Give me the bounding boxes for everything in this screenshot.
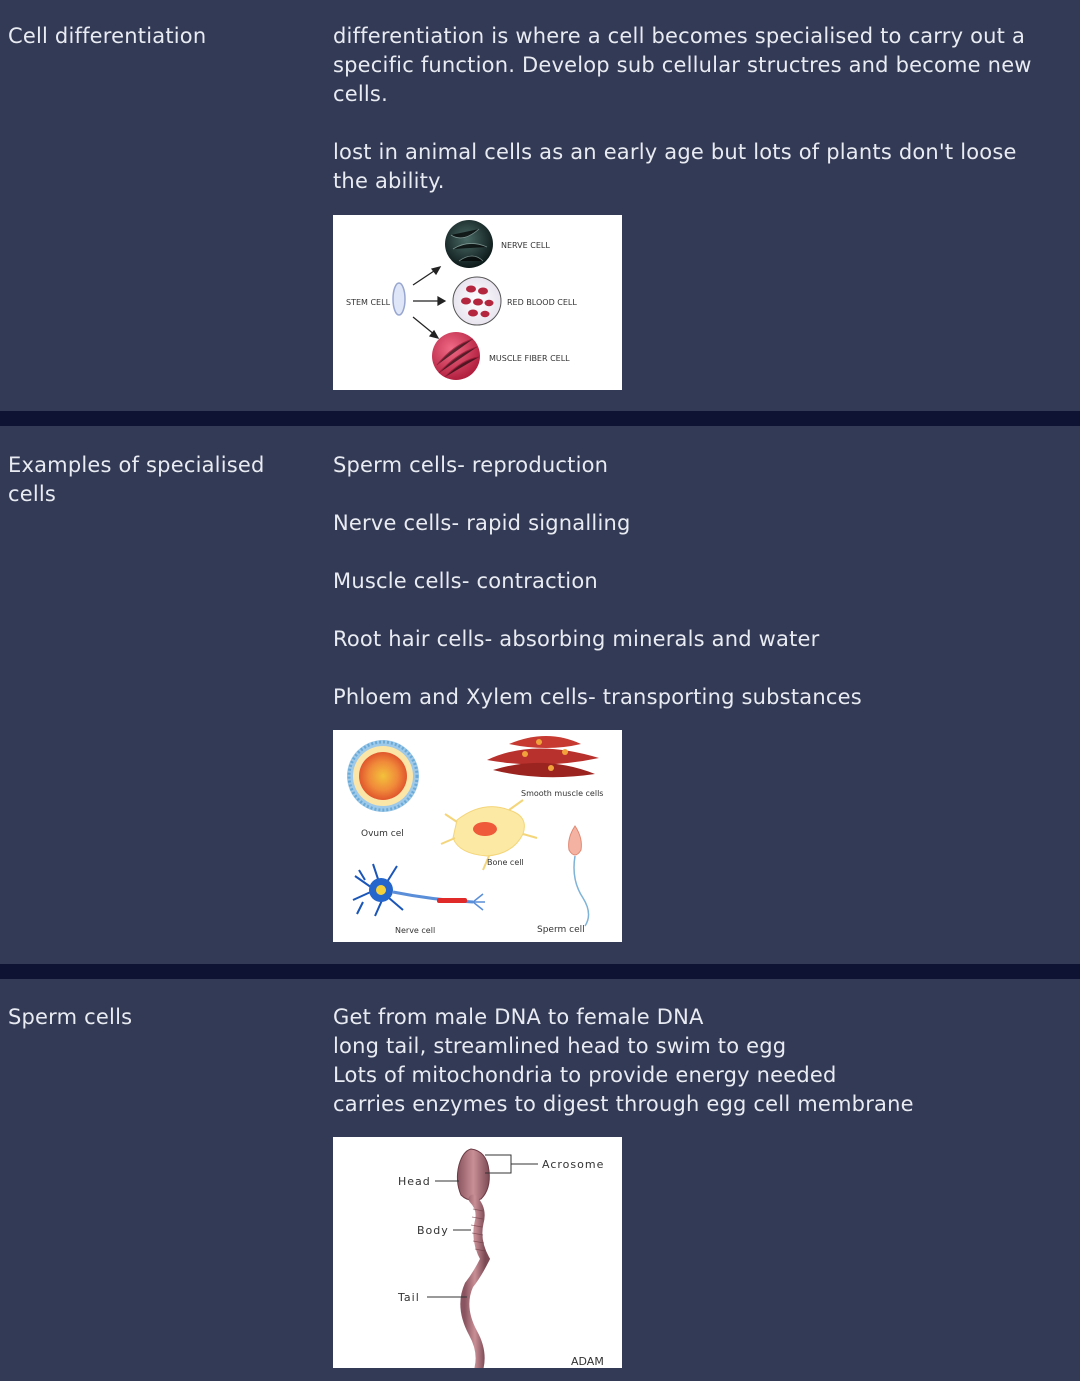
nerve-cell-icon (353, 864, 485, 916)
sperm-anatomy-diagram (333, 1137, 622, 1368)
definition-paragraph: carries enzymes to digest through egg cell membrane (333, 1092, 914, 1116)
arrow-icon (413, 267, 445, 338)
sperm-cell-label: Sperm cell (537, 925, 585, 935)
bone-cell-label: Bone cell (487, 858, 524, 867)
definition-paragraph: Root hair cells- absorbing minerals and water (333, 627, 820, 651)
definition-paragraph: Nerve cells- rapid signalling (333, 511, 631, 535)
section-divider (0, 964, 1080, 979)
card-definition (333, 451, 1053, 712)
nerve-cell-label: NERVE CELL (501, 241, 550, 250)
adam-credit-label: ADAM (571, 1355, 604, 1368)
definition-paragraph: Sperm cells- reproduction (333, 453, 609, 477)
definition-paragraph: Phloem and Xylem cells- transporting substances (333, 685, 862, 709)
definition-paragraph: lost in animal cells as an early age but lots of plants don't loose the ability. (333, 140, 1017, 193)
card-term: Cell differentiation (8, 24, 207, 48)
card-definition (333, 22, 1053, 196)
specialised-cells-diagram (333, 730, 622, 942)
definition-paragraph: Lots of mitochondria to provide energy needed (333, 1063, 837, 1087)
head-label: Head (398, 1175, 431, 1188)
sperm-cell-icon (569, 826, 589, 926)
card-examples-of-specialised-cells (0, 426, 1080, 964)
card-definition (333, 1003, 1053, 1119)
card-term: Examples of specialised cells (8, 453, 265, 506)
section-divider (0, 411, 1080, 426)
stem-cell-icon (393, 283, 405, 315)
definition-paragraph: Muscle cells- contraction (333, 569, 598, 593)
definition-paragraph: Get from male DNA to female DNA (333, 1005, 704, 1029)
smooth-muscle-cells-icon (487, 736, 599, 777)
ovum-cell-label: Ovum cel (361, 829, 404, 839)
sperm-cell-icon (457, 1149, 489, 1368)
muscle-fiber-cell-label: MUSCLE FIBER CELL (489, 354, 570, 363)
smooth-muscle-cells-label: Smooth muscle cells (521, 789, 604, 798)
card-term: Sperm cells (8, 1005, 133, 1029)
tail-label: Tail (398, 1291, 420, 1304)
stem-cell-label: STEM CELL (346, 298, 391, 307)
nerve-cell-label: Nerve cell (395, 926, 436, 935)
definition-paragraph: differentiation is where a cell becomes specialised to carry out a specific function. Develop sub cellular structres and become new cells. (333, 24, 1032, 106)
body-label: Body (417, 1224, 449, 1237)
card-sperm-cells (0, 979, 1080, 1381)
red-blood-cell-label: RED BLOOD CELL (507, 298, 577, 307)
acrosome-label: Acrosome (542, 1158, 605, 1171)
definition-paragraph: long tail, streamlined head to swim to egg (333, 1034, 787, 1058)
ovum-cell-icon (347, 740, 419, 812)
card-cell-differentiation (0, 0, 1080, 411)
stem-cell-diagram (333, 215, 622, 390)
